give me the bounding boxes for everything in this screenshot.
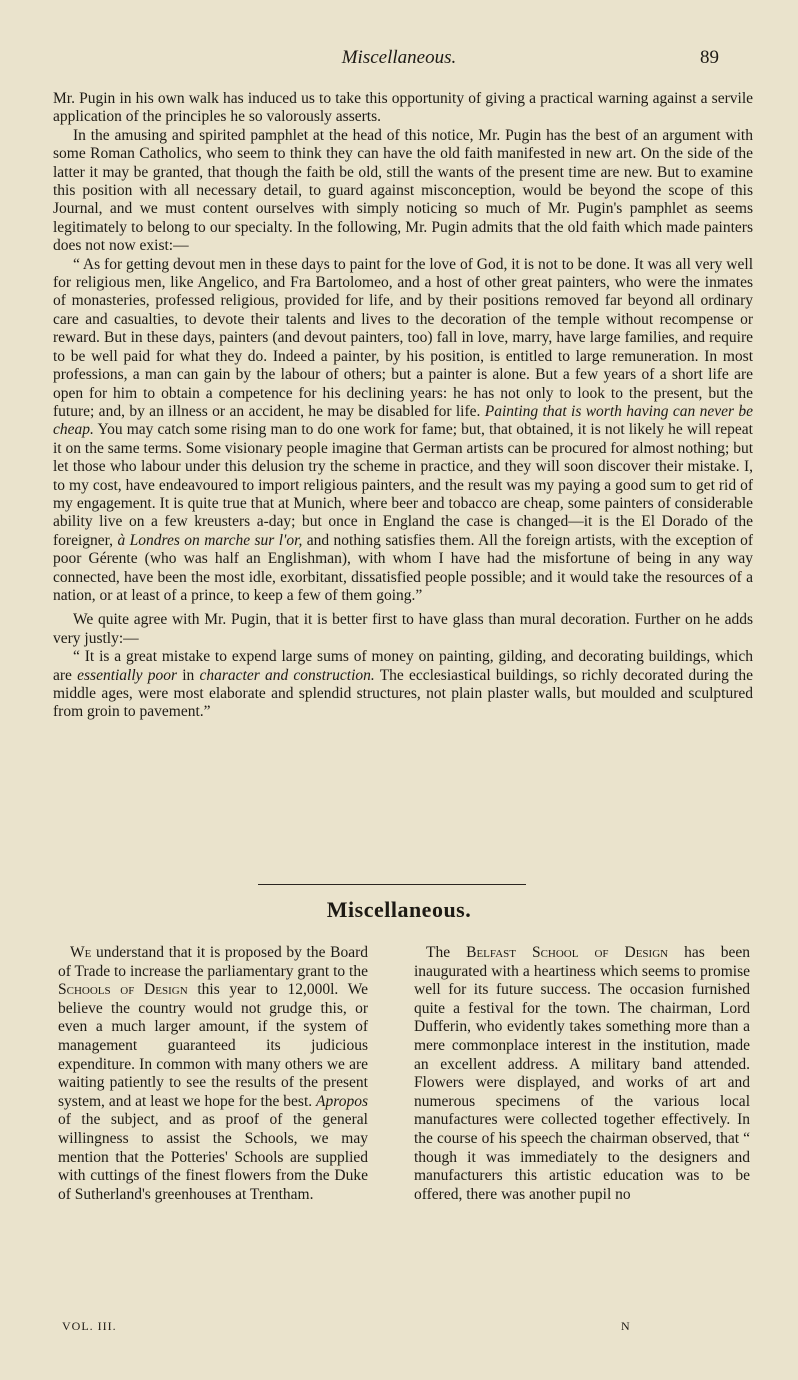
paragraph: In the amusing and spirited pamphlet at the head of this notice, Mr. Pugin has the best of an argument with some Roman Catholics, who seem to think they can have the old faith manifested in new art. On the side of the latter it may be granted, that though the faith be old, still the wants of the present time are new. But to examine this position with all necessary detail, to guard against misconception, would be beyond the scope of this Journal, and we must content ourselves with simply noticing so much of Mr. Pugin's pamphlet as seems legitimately to belong to our specialty. In the following, Mr. Pugin admits that the old faith which made painters does not now exist:— [53,126,753,255]
page-number: 89 [700,47,719,68]
italic-phrase: Painting that is worth having can never be cheap. [53,402,753,439]
paragraph: We quite agree with Mr. Pugin, that it is better first to have glass than mural decoration. Further on he adds very justly:— [53,611,753,647]
italic-phrase: essentially poor [77,666,178,684]
paragraph: Mr. Pugin in his own walk has induced us to take this opportunity of giving a practical warning against a servile application of the principles he so valorously asserts. [53,90,753,126]
section-divider [258,884,526,885]
running-head [0,47,798,73]
paragraph: The Belfast School of Design has been inaugurated with a heartiness which seems to promise well for its future success. The occasion furnished quite a festival for the town. The chairman, Lord Dufferin, who evidently takes something more than a mere commonplace interest in the institution, made an excellent address. A military band attended. Flowers were displayed, and works of art and numerous specimens of the various local manufactures were collected together effectively. In the course of his speech the chairman observed, that “ though it was immediately to the designers and manufacturers this artistic education was to be offered, there was another pupil no [414,944,751,1203]
left-column [58,944,368,1204]
italic-phrase: character and construction. [199,666,375,684]
running-title: Miscellaneous. [341,47,457,68]
section-heading: Miscellaneous. [326,897,472,922]
signature-mark: N [621,1319,631,1333]
block-quote: “ As for getting devout men in these days to paint for the love of God, it is not to be done. It was all very well for religious men, like Angelico, and Fra Bartolomeo, and a host of other great painters, who were the inmates of monasteries, professed religious, provided for life, and by their positions removed far beyond all ordinary care and casualties, to devote their talents and lives to the decoration of the temple without recompense or reward. But in these days, painters (and devout painters, too) fall in love, marry, have large families, and require to be well paid for what they do. Indeed a painter, by his position, is entitled to large remuneration. In most professions, a man can gain by the labour of others; but a painter is alone. But a few years of a short life are open for him to obtain a competence for his declining years: he has not only to look to the present, but the future; and, by an illness or an accident, he may be disabled for life. Painting that is worth having can never be cheap. You may catch some rising man to do one work for fame; but, that obtained, it is not likely he will repeat it on the same terms. Some visionary people imagine that German artists can be procured for almost nothing; but let those who labour under this delusion try the scheme in practice, and they will soon discover their mistake. I, to my cost, have endeavoured to import religious painters, and the result was my paying a good sum to get rid of my engagement. It is quite true that at Munich, where beer and tobacco are cheap, some painters of considerable ability live on a few kreusters a-day; but once in England the case is changed—it is the El Dorado of the foreigner, à Londres on marche sur l'or, and nothing satisfies them. All the foreign artists, with the exception of poor Gérente (who was half an Englishman), with whom I have had the misfortune of being in any way connected, have been the most idle, exorbitant, dissatisfied people possible; and it would take the resources of a nation, or at least of a prince, to keep a few of them going.” [53,255,754,604]
block-quote: “ It is a great mistake to expend large sums of money on painting, gilding, and decorating buildings, which are essentially poor in character and construction. The ecclesiastical buildings, so richly decorated during the middle ages, were most elaborate and splendid structures, not plain plaster walls, but moulded and sculptured from groin to pavement.” [53,648,754,721]
volume-label: VOL. III. [62,1319,117,1333]
italic-phrase: à Londres on marche sur l'or, [117,531,303,549]
italic-phrase: Apropos [316,1092,368,1110]
main-text [53,90,753,722]
right-column [414,944,750,1204]
paragraph: We understand that it is proposed by the Board of Trade to increase the parliamentary grant to the Schools of Design this year to 12,000l. We believe the country would not grudge this, or even a much larger amount, if the system of management guaranteed its judicious expenditure. In common with many others we are waiting patiently to see the results of the present system, and at least we hope for the best. Apropos of the subject, and as proof of the general willingness to assist the Schools, we may mention that the Potteries' Schools are supplied with cuttings of the finest flowers from the Duke of Sutherland's greenhouses at Trentham. [58,944,369,1203]
